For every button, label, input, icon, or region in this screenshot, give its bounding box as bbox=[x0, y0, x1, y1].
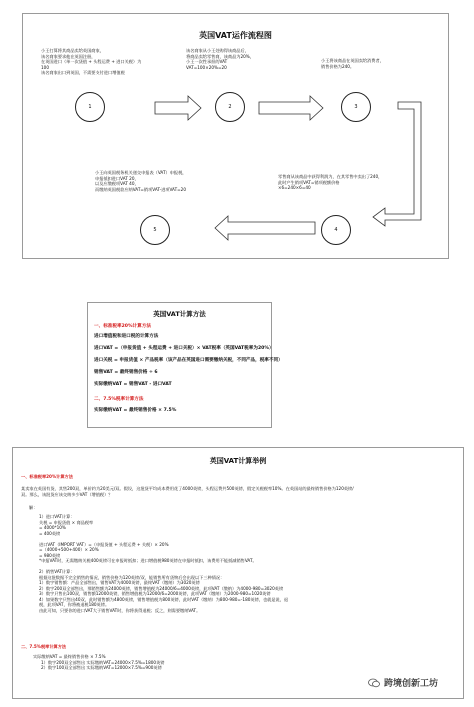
flow-node-3: 3 bbox=[341, 92, 371, 122]
flow-node-2: 2 bbox=[215, 92, 245, 122]
flow-node-4: 4 bbox=[321, 215, 351, 245]
example-body-2: 实际缴纳VAT = 最终销售价格 × 7.5% 1）数字200双全部售出 实际缴纳VAT=24000×7.5%=1800英镑 2）数字100双全部售出 实际缴纳VAT=12000×7.5%=900英镑 bbox=[33, 654, 165, 671]
flow-text-2: 该名商家从小王处购得该商品后， 将商品卖给零售商，该商品为20%， 小王一次性承担的VAT VAT=100×20%=20 bbox=[186, 48, 254, 70]
example-intro: 某卖家在英国有货，其售200双，单价约为20美元/双。假设，这批货平均成本费用花了4000英镑，头程运费共500英镑，假定关税税率10%。在英国站的最终销售价格为120英镑/ 双。那么，该批货应该交纳多少VAT（增值税）？ bbox=[21, 486, 354, 497]
flow-node-1: 1 bbox=[75, 92, 105, 122]
flow-text-3: 小王将该商品在英国卖给消费者， 销售价格为240。 bbox=[321, 58, 384, 69]
flow-title: 英国VAT运作流程图 bbox=[199, 31, 272, 40]
flow-node-5: 5 bbox=[140, 215, 170, 245]
example-answer-label: 解： bbox=[29, 505, 38, 510]
calc-item: 进口增值税和进口税的计算方法 bbox=[94, 334, 159, 339]
calc-item: 进口VAT =（申报货值 + 头程运费 + 进口关税）× VAT税率（英国VAT税率为20%） bbox=[94, 346, 274, 351]
arrow-bend-down bbox=[373, 102, 421, 226]
arrow-right-1 bbox=[155, 96, 201, 120]
flow-text-1: 小王打算将其商品卖给英国商家， 该名商家要求他在英国注册， 在英国进口（单一次货值 + 头程运费 + 进口关税）为 100 该名商家出口到英国，不需要支付进口增值税 bbox=[41, 48, 142, 76]
calc-method-panel bbox=[87, 302, 283, 428]
example-title: 英国VAT计算举例 bbox=[209, 457, 267, 465]
example-section-2: 二、7.5%税率计算方法 bbox=[21, 644, 67, 649]
example-body: 1）进口VAT计算： 关税 = 申报货值 × 商品税率 = 4000*10% = 400英镑 进口VAT（IMPORT VAT）=（申报货值 + 头程运费 + 关税）× 20% =（4000+500+400）× 20% = 980英镑 *申报VAT时，无需缴纳关税400英镑可在申报时抵扣；进口增值税980英镑在申报时抵扣，该费用不能抵减销售VAT。 2）销售VAT计算： 根据这批数据不完全销售的情况，销售价格为120英镑/双，能销售所有货物后会出现以下三种情况： 1）数字销售额：产品全部售出，销售VAT为4000英镑，最终VAT（缴纳）为3020英镑 2）数字200双全部售出，那销售额为24000英镑，销售增值税为24000/6=4000英镑，此项VAT（缴纳）为4000-980=3020英镑 3）数字只售出100双，销售额12000英镑，销售增值税为12000/6=2000英镑，此项VAT（缴纳）为2000-980=1020英镑 4）如果数字只售出40双，此时销售额为4800英镑，销售增值税为800英镑，此时VAT（缴纳）为800-980=-180英镑，也就是说，退 税，此项VAT，你将被退税180英镑。 由此可知，只要你的进口VAT大于销售VAT时，你将获得退税；反之，则需要缴纳VAT。 bbox=[39, 514, 289, 613]
watermark: 跨境创新工坊 bbox=[368, 676, 438, 689]
calc-section-1: 一、标准税率20%计算方法 bbox=[94, 324, 151, 329]
example-panel bbox=[12, 447, 464, 699]
calc-item: 销售VAT = 最终销售价格 ÷ 6 bbox=[94, 370, 158, 375]
flow-text-4: 零售商从该商品中获得利润为，在其零售中卖出了240， 此时产生销项VAT=销项税额价格 ×6=240×6=40 bbox=[278, 174, 383, 191]
example-section-1: 一、标准税率20%计算方法 bbox=[21, 474, 73, 479]
wechat-icon bbox=[368, 678, 380, 688]
calc-title: 英国VAT计算方法 bbox=[153, 310, 206, 318]
flow-text-5: 小王向英国税务机关递交申报表（VAT）申报税， 申报抵扣进口VAT 20， 以及应缴税项VAT 40， 而缴纳英国税款应纳VAT=销项VAT-进项VAT=20 bbox=[95, 170, 187, 192]
calc-item: 实际缴纳VAT = 最终销售价格 × 7.5% bbox=[94, 408, 177, 413]
calc-section-2: 二、7.5%税率计算方法 bbox=[94, 397, 144, 402]
arrow-right-2 bbox=[259, 96, 323, 120]
calc-item: 实际缴纳VAT = 销售VAT - 进口VAT bbox=[94, 382, 172, 387]
arrow-left-1 bbox=[215, 216, 315, 240]
calc-item: 进口关税 = 申报货值 × 产品税率（该产品在英国进口需要缴纳关税，不同产品，税率不同） bbox=[94, 358, 283, 363]
flow-chart-panel bbox=[22, 13, 449, 259]
flow-arrows bbox=[23, 14, 450, 260]
